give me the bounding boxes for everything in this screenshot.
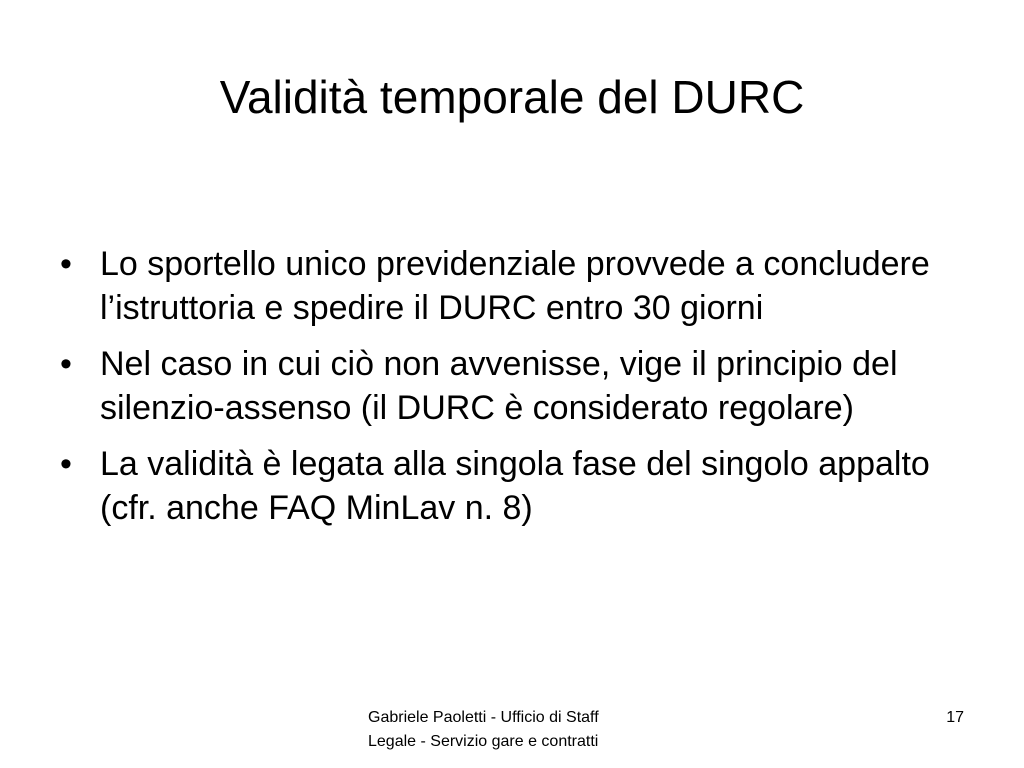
bullet-text-3: La validità è legata alla singola fase del singolo appalto (cfr. anche FAQ MinLav n. 8)	[100, 445, 930, 527]
bullet-list	[58, 242, 958, 542]
bullet-item-1	[58, 242, 958, 330]
bullet-icon: •	[60, 345, 72, 383]
bullet-text-2: Nel caso in cui ciò non avvenisse, vige il principio del silenzio-assenso (il DURC è considerato regolare)	[100, 345, 898, 427]
page-number: 17	[946, 709, 964, 726]
footer-line-2: Legale - Servizio gare e contratti	[368, 733, 599, 750]
footer-line-1: Gabriele Paoletti - Ufficio di Staff	[368, 709, 599, 726]
slide-title: Validità temporale del DURC	[219, 71, 805, 123]
bullet-item-3	[58, 442, 958, 530]
bullet-text-1: Lo sportello unico previdenziale provvede a concludere l’istruttoria e spedire il DURC entro 30 giorni	[100, 245, 930, 327]
bullet-icon: •	[60, 445, 72, 483]
footer-text	[368, 706, 688, 754]
bullet-item-2	[58, 342, 958, 430]
bullet-icon: •	[60, 245, 72, 283]
